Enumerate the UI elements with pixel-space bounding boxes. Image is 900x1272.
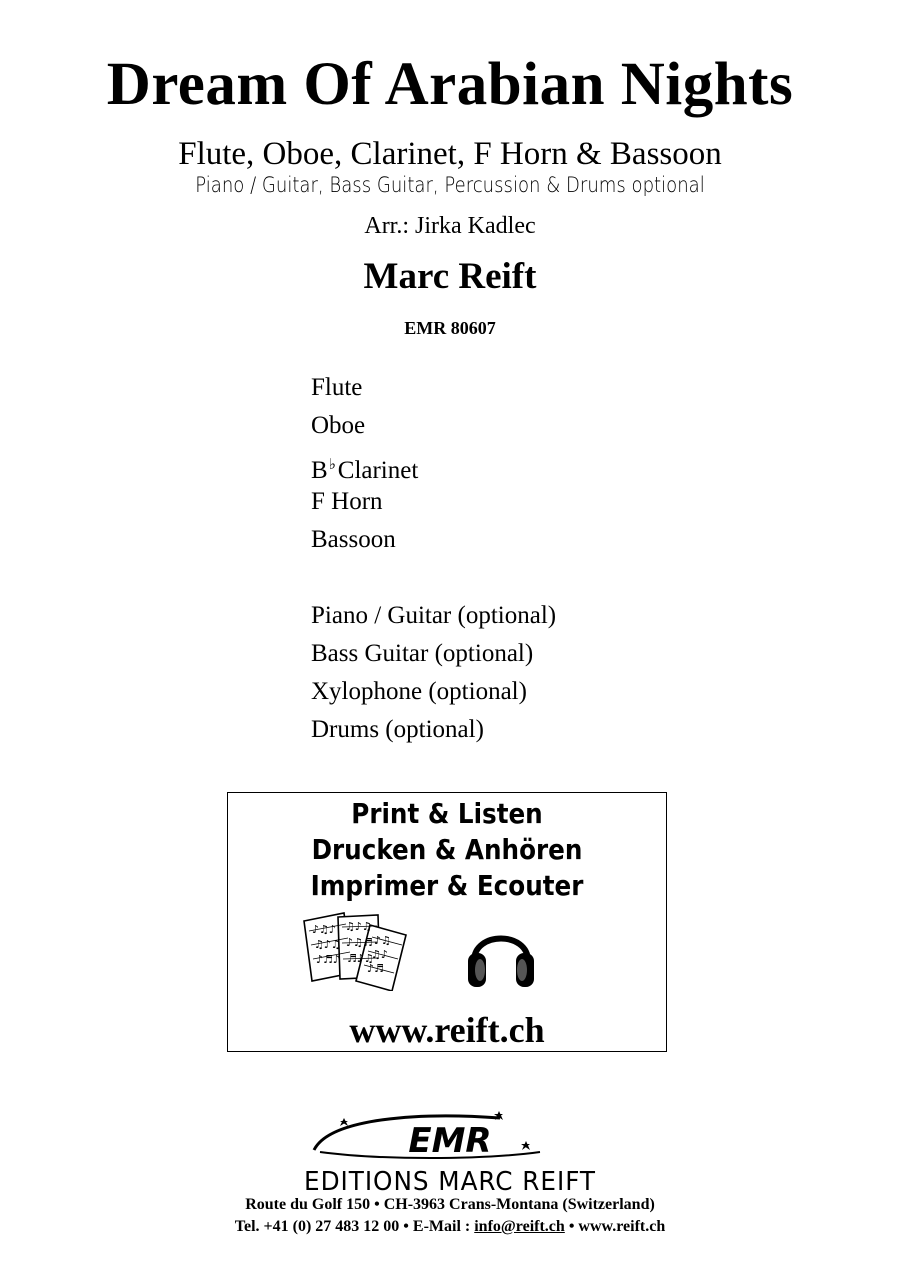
part-item: Flute: [311, 374, 363, 401]
svg-text:♪♫♬: ♪♫♬: [346, 936, 373, 949]
part-item-optional: Piano / Guitar (optional): [311, 602, 557, 629]
part-item: Oboe: [311, 412, 366, 439]
promo-line-english: Print & Listen: [351, 797, 543, 830]
part-item: Bassoon: [311, 526, 396, 553]
headphones-icon: [466, 917, 536, 993]
promo-website-url[interactable]: www.reift.ch: [349, 1010, 545, 1050]
promo-line-french: Imprimer & Ecouter: [310, 869, 584, 902]
svg-text:♫♪♫: ♫♪♫: [314, 938, 341, 951]
arranger-credit: Arr.: Jirka Kadlec: [364, 213, 536, 239]
email-link[interactable]: info@reift.ch: [474, 1218, 565, 1235]
flat-sign: ♭: [328, 455, 336, 473]
svg-text:♪♫: ♪♫: [374, 934, 391, 947]
svg-text:♪♬♪: ♪♬♪: [316, 953, 340, 966]
part-item-optional: Xylophone (optional): [311, 678, 527, 705]
svg-text:♪♬: ♪♬: [367, 962, 384, 975]
email-label: E-Mail :: [412, 1218, 471, 1235]
svg-text:♪♫♪: ♪♫♪: [312, 923, 336, 936]
instrumentation-subtitle: Flute, Oboe, Clarinet, F Horn & Bassoon: [178, 136, 722, 172]
website-link[interactable]: www.reift.ch: [578, 1218, 666, 1235]
svg-text:♬♪♫: ♬♪♫: [347, 952, 374, 965]
svg-text:EMR: EMR: [408, 1121, 492, 1161]
sheet-music-icon: [300, 911, 412, 991]
svg-text:♫♪♫: ♫♪♫: [345, 920, 372, 933]
publisher-name: EDITIONS MARC REIFT: [304, 1167, 596, 1197]
page-title: Dream Of Arabian Nights: [106, 51, 794, 118]
part-item-optional: Bass Guitar (optional): [311, 640, 534, 667]
emr-logo: [300, 1108, 600, 1168]
catalog-number: EMR 80607: [404, 318, 496, 338]
parts-list: [311, 369, 556, 749]
promo-line-german: Drucken & Anhören: [311, 833, 583, 866]
publisher-contact: Tel. +41 (0) 27 483 12 00 • E-Mail : info@reift.ch • www.reift.ch: [234, 1218, 666, 1235]
part-item: F Horn: [311, 488, 383, 515]
publisher-address: Route du Golf 150 • CH-3963 Crans-Montana (Switzerland): [245, 1196, 655, 1213]
part-item: B♭Clarinet: [311, 455, 419, 484]
svg-text:♫♪: ♫♪: [371, 948, 388, 961]
print-listen-box: [227, 792, 667, 1052]
composer-name: Marc Reift: [363, 256, 537, 297]
list-spacer: [311, 559, 556, 597]
optional-instruments-line: Piano / Guitar, Bass Guitar, Percussion & Drums optional: [195, 173, 705, 197]
phone-number: Tel. +41 (0) 27 483 12 00: [234, 1218, 400, 1235]
part-item-optional: Drums (optional): [311, 716, 484, 743]
